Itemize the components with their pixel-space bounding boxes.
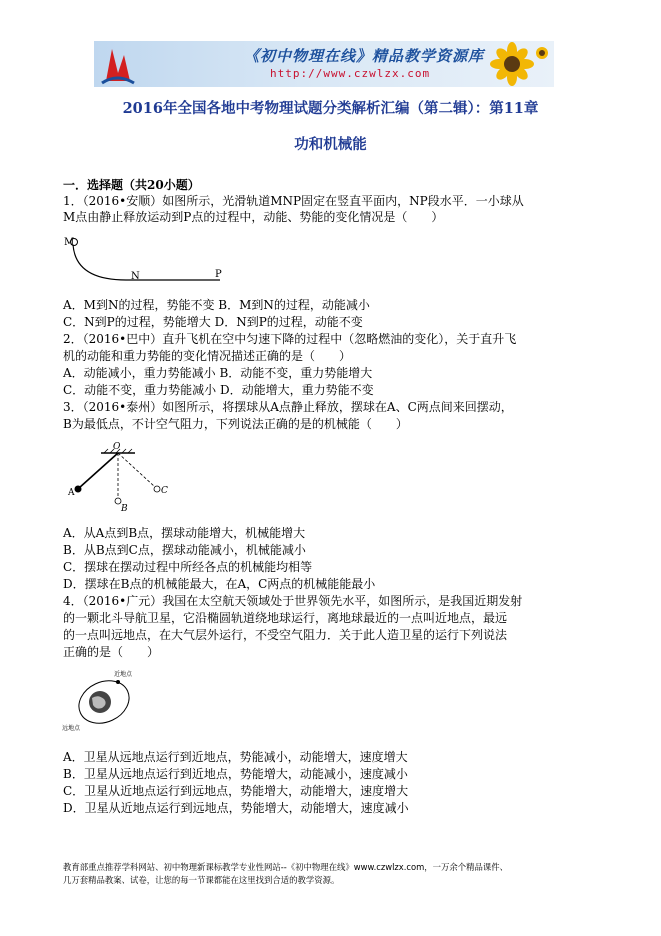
q3-label-a: A	[68, 488, 75, 498]
satellite-icon	[116, 680, 120, 684]
q4-label-far: 远地点	[62, 725, 81, 732]
q2-options-line1: A．动能减小，重力势能减小 B．动能不变，重力势能增大	[63, 366, 373, 380]
q4-stem-line2: 的一颗北斗导航卫星，它沿椭圆轨道绕地球运行，离地球最近的一点叫近地点，最远	[63, 611, 508, 625]
footer-line2: 几万套精品教案、试卷，让您的每一节课都能在这里找到合适的教学资源。	[63, 875, 340, 885]
q4-stem-line3: 的一点叫远地点，在大气层外运行，不受空气阻力．关于此人造卫星的运行下列说法	[63, 628, 508, 642]
q4-option-a: A．卫星从远地点运行到近地点，势能减小，动能增大，速度增大	[63, 750, 408, 764]
q3-stem-line1: 3．（2016•泰州）如图所示，将摆球从A点静止释放，摆球在A、C两点间来回摆动，	[63, 400, 513, 414]
q3-stem-line2: B为最低点，不计空气阻力，下列说法正确的是的机械能（ ）	[63, 417, 408, 431]
section-heading: 一．选择题（共20小题）	[63, 178, 200, 192]
q3-pendulum-figure	[66, 441, 176, 515]
q4-label-near: 近地点	[114, 671, 133, 678]
page-footer	[63, 861, 603, 887]
q1-label-m: M	[64, 237, 75, 248]
q4-option-c: C．卫星从近地点运行到远地点，势能增大，动能增大，速度增大	[63, 784, 409, 798]
q1-options-line2: C．N到P的过程，势能增大 D．N到P的过程，动能不变	[63, 315, 363, 329]
q3-ball-a	[75, 486, 82, 493]
document-title: 2016年全国各地中考物理试题分类解析汇编（第二辑）：第11章	[122, 100, 539, 117]
q2-stem-line2: 机的动能和重力势能的变化情况描述正确的是（ ）	[63, 349, 352, 363]
q1-options-line1: A．M到N的过程，势能不变 B．M到N的过程，动能减小	[63, 298, 370, 312]
q3-ball-c	[154, 486, 160, 492]
q1-stem-line1: 1．（2016•安顺）如图所示，光滑轨道MNP固定在竖直平面内，NP段水平．一小球从	[63, 194, 524, 208]
q1-label-p: P	[215, 269, 222, 280]
banner-url[interactable]: http://www.czwlzx.com	[270, 67, 431, 80]
header-banner	[94, 41, 554, 87]
q2-stem-line1: 2．（2016•巴中）直升飞机在空中匀速下降的过程中（忽略燃油的变化），关于直升飞	[63, 332, 517, 346]
document-subtitle: 功和机械能	[294, 136, 367, 153]
q3-option-a: A．从A点到B点，摆球动能增大，机械能增大	[63, 526, 306, 540]
q4-option-d: D．卫星从近地点运行到远地点，势能增大，动能增大，速度减小	[63, 801, 409, 815]
footer-line1: 教育部重点推荐学科网站、初中物理新课标教学专业性网站--《初中物理在线》www.czwlzx.com，一万余个精品课件、	[63, 862, 509, 872]
q2-options-line2: C．动能不变，重力势能减小 D．动能增大，重力势能不变	[63, 383, 374, 397]
q3-option-c: C．摆球在摆动过程中所经各点的机械能均相等	[63, 560, 313, 574]
q3-option-d: D．摆球在B点的机械能最大，在A，C两点的机械能能最小	[63, 577, 376, 591]
q3-option-b: B．从B点到C点，摆球动能减小，机械能减小	[63, 543, 306, 557]
sunflower-icon	[472, 41, 552, 87]
banner-title: 《初中物理在线》精品教学资源库	[244, 47, 485, 65]
site-logo-icon	[98, 43, 136, 85]
q4-option-b: B．卫星从远地点运行到近地点，势能增大，动能减小，速度减小	[63, 767, 408, 781]
q1-stem-line2: M点由静止释放运动到P点的过程中，动能、势能的变化情况是（ ）	[63, 210, 444, 224]
q3-label-o: O	[113, 442, 121, 452]
q3-label-b: B	[121, 504, 128, 514]
q3-label-c: C	[161, 486, 168, 496]
q4-stem-line4: 正确的是（ ）	[63, 645, 160, 659]
q4-stem-line1: 4．（2016•广元）我国在太空航天领域处于世界领先水平，如图所示，是我国近期发射	[63, 594, 523, 608]
q1-track-figure	[62, 232, 232, 288]
q1-label-n: N	[131, 271, 140, 282]
q4-orbit-figure	[62, 668, 152, 734]
